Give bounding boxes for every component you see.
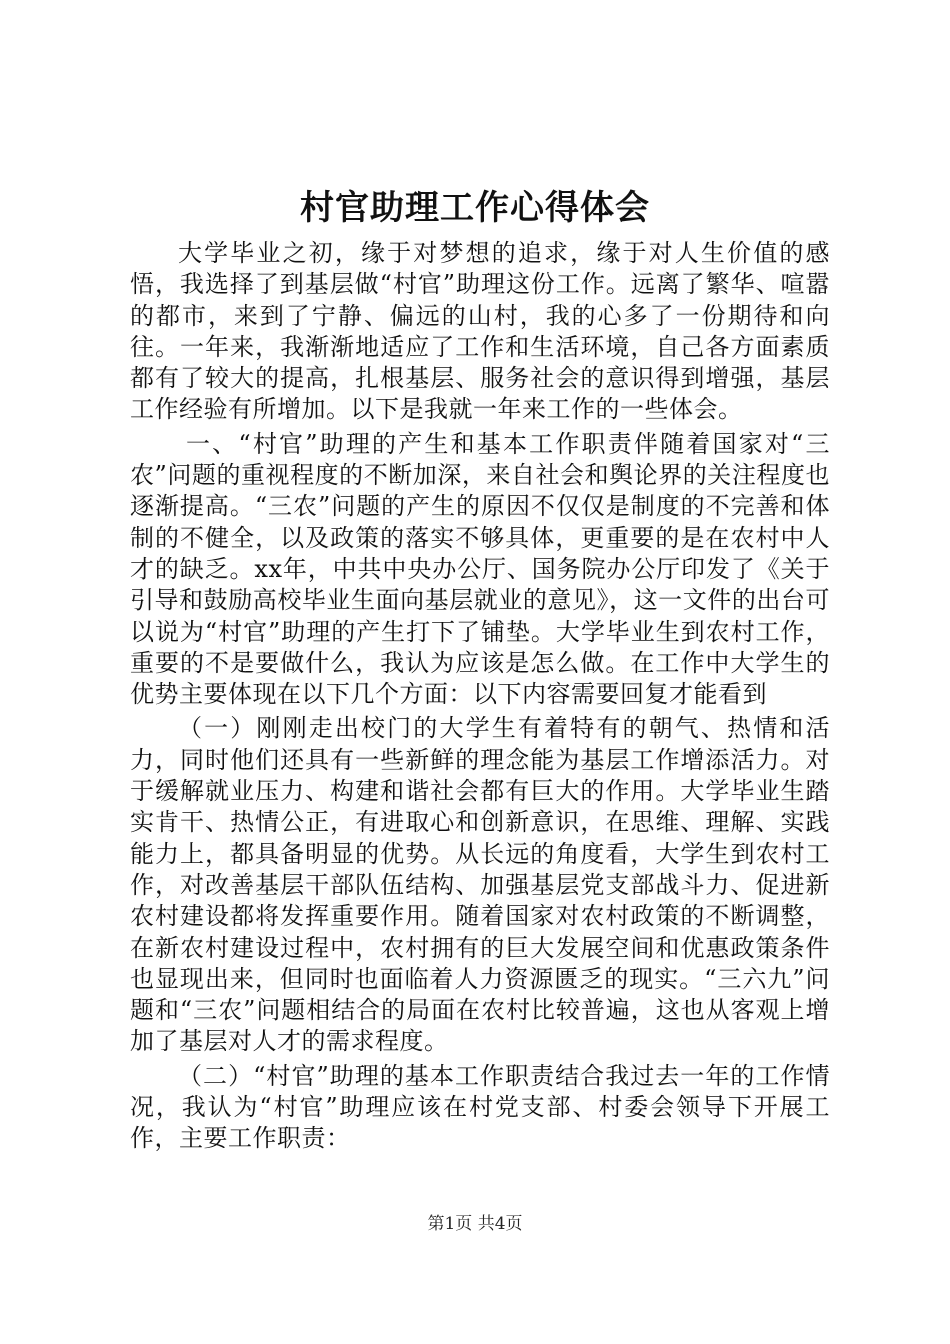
document-title: 村官助理工作心得体会 xyxy=(300,188,650,228)
document-body xyxy=(130,238,830,1158)
page-footer: 第1页 共4页 xyxy=(427,1214,523,1234)
paragraph-subsection-two: （二）“村官”助理的基本工作职责结合我过去一年的工作情况，我认为“村官”助理应该在村党支部、村委会领导下开展工作，主要工作职责： xyxy=(130,1061,830,1153)
paragraph-section-one: 一、“村官”助理的产生和基本工作职责伴随着国家对“三农”问题的重视程度的不断加深，来自社会和舆论界的关注程度也逐渐提高。“三农”问题的产生的原因不仅仅是制度的不完善和体制的不健全，以及政策的落实不够具体，更重要的是在农村中人才的缺乏。xx年，中共中央办公厅、国务院办公厅印发了《关于引导和鼓励高校毕业生面向基层就业的意见》，这一文件的出台可以说为“村官”助理的产生打下了铺垫。大学毕业生到农村工作，重要的不是要做什么，我认为应该是怎么做。在工作中大学生的优势主要体现在以下几个方面：以下内容需要回复才能看到 xyxy=(130,429,830,709)
paragraph-subsection-one: （一）刚刚走出校门的大学生有着特有的朝气、热情和活力，同时他们还具有一些新鲜的理念能为基层工作增添活力。对于缓解就业压力、构建和谐社会都有巨大的作用。大学毕业生踏实肯干、热情公正，有进取心和创新意识，在思维、理解、实践能力上，都具备明显的优势。从长远的角度看，大学生到农村工作，对改善基层干部队伍结构、加强基层党支部战斗力、促进新农村建设都将发挥重要作用。随着国家对农村政策的不断调整，在新农村建设过程中，农村拥有的巨大发展空间和优惠政策条件也显现出来，但同时也面临着人力资源匮乏的现实。“三六九”问题和“三农”问题相结合的局面在农村比较普遍，这也从客观上增加了基层对人才的需求程度。 xyxy=(130,714,830,1056)
paragraph-intro: 大学毕业之初，缘于对梦想的追求，缘于对人生价值的感悟，我选择了到基层做“村官”助理这份工作。远离了繁华、喧嚣的都市，来到了宁静、偏远的山村，我的心多了一份期待和向往。一年来，我渐渐地适应了工作和生活环境，自己各方面素质都有了较大的提高，扎根基层、服务社会的意识得到增强，基层工作经验有所增加。以下是我就一年来工作的一些体会。 xyxy=(130,239,830,424)
